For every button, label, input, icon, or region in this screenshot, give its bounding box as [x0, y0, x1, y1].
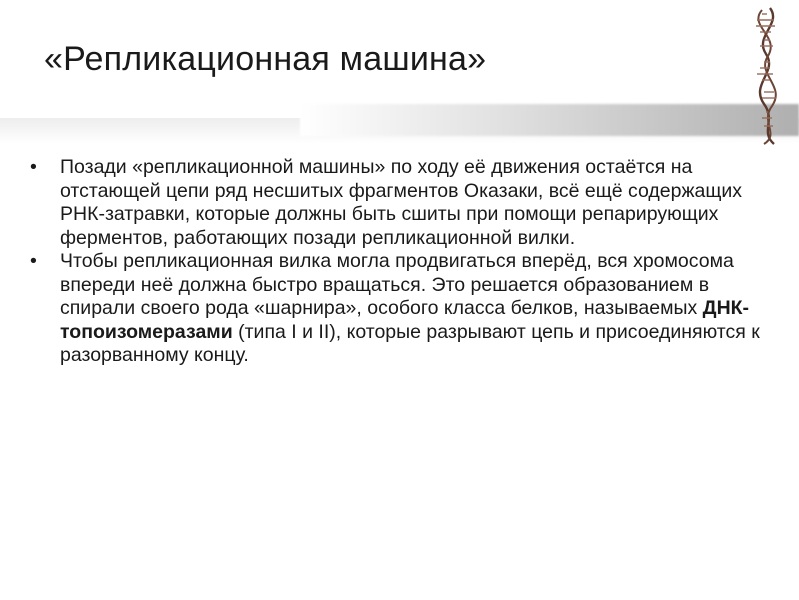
dna-helix-icon	[740, 6, 796, 146]
list-item	[30, 250, 775, 368]
header-divider	[300, 104, 799, 136]
bullet-marker: •	[30, 156, 37, 178]
bullet-marker: •	[30, 250, 37, 272]
bullet-list	[30, 156, 775, 368]
slide-title: «Репликационная машина»	[44, 40, 487, 78]
slide-body	[30, 156, 775, 368]
list-item	[30, 156, 775, 250]
bullet-text: Позади «репликационной машины» по ходу её движения остаётся на отстающей цепи ряд несшитых фрагментов Оказаки, всё ещё содержащих РНК-затравки, которые должны быть сшиты при помощи репарирующих ферментов, работающих позади репликационной вилки.	[60, 156, 743, 249]
bold-term: ДНК-топоизомеразами	[60, 297, 750, 343]
bullet-text-before: Чтобы репликационная вилка могла продвигаться вперёд, вся хромосома впереди неё должна быстро вращаться. Это решается образованием в спирали своего рода «шарнира», особого класса белков, называемых	[60, 250, 734, 319]
bullet-text-after: (типа I и II), которые разрывают цепь и присоединяются к разорванному концу.	[60, 320, 760, 366]
